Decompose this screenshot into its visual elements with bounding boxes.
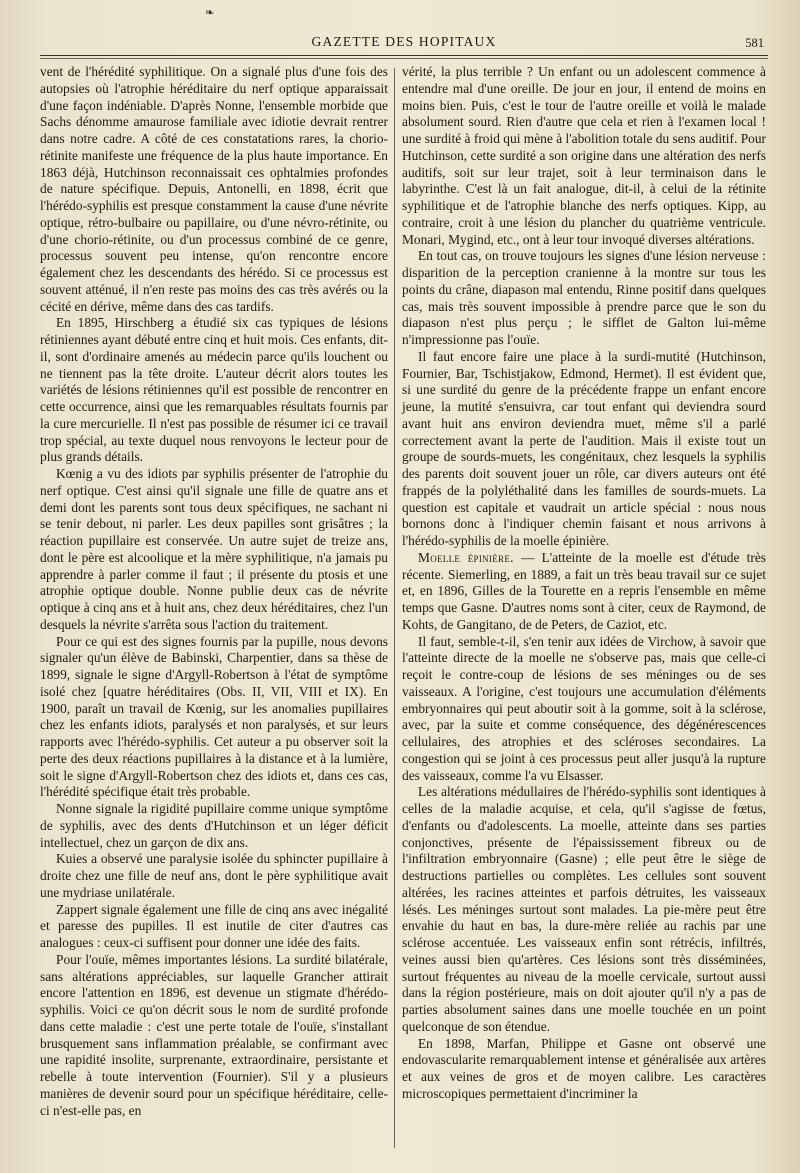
left-column (40, 64, 388, 1119)
paragraph: vérité, la plus terrible ? Un enfant ou un adolescent commence à entendre mal d'une oreille. De jour en jour, il entend de moins en moins bien. Puis, c'est le tour de l'autre oreille et voilà le malade absolument sourd. Rien d'autre que cela et rien à l'examen local ! une surdité à froid qui mène à l'abolition totale du sens auditif. Pour Hutchinson, cette surdité a son origine dans une altération des nerfs auditifs, soit sur leur trajet, soit à leur terminaison dans le labyrinthe. C'est là un fait analogue, dit-il, à celui de la rétinite syphilitique et de l'atrophie blanche des nerfs optiques. Kipp, au contraire, croit à une lésion du plancher du quatrième ventricule. Monari, Mygind, etc., ont à leur tour invoqué diverses altérations. (402, 64, 766, 247)
paragraph: Les altérations médullaires de l'hérédo-syphilis sont identiques à celles de la maladie acquise, et cela, qu'il s'agisse de fœtus, d'enfants ou d'adolescents. La moelle, atteinte dans ses parties conjonctives, présente de l'épaississement fibreux ou de l'infiltration embryonnaire (Gasne) ; elle peut être le siège de destructions partielles ou complètes. Les cellules sont souvent altérées, les racines atteintes et parfois détruites, les vaisseaux lésés. Les méninges surtout sont malades. La pie-mère peut être envahie du haut en bas, la dure-mère reliée au rachis par une sclérose accentuée. Les vaisseaux enfin sont rétrécis, infiltrés, veines aussi bien qu'artères. Ces lésions sont très disséminées, surtout fréquentes au niveau de la moelle cervicale, surtout aussi dans la région postérieure, mais on doit ajouter qu'il n'y a pas de parties absolument saines dans une moelle touchée en un point quelconque de son étendue. (402, 784, 766, 1034)
header-rule-thin (40, 58, 768, 59)
column-divider (394, 68, 395, 1148)
paragraph: En 1898, Marfan, Philippe et Gasne ont observé une endovascularite remarquablement intense et généralisée aux artères et aux veines de gros et de moyen calibre. Les caractères microscopiques permettaient d'incriminer la (402, 1035, 766, 1101)
ornament-mark: ❧ (205, 6, 215, 19)
paragraph: En 1895, Hirschberg a étudié six cas typiques de lésions rétiniennes ayant débuté entre cinq et huit mois. Ces enfants, dit-il, sont d'ordinaire amenés au médecin parce qu'ils louchent ou ne tiennent pas la tête droite. L'auteur décrit alors toutes les variétés de lésions rétiniennes qu'il est possible de rencontrer en cette occurrence, ainsi que les remarquables résultats fournis par la cure mercurielle. Il n'est pas possible de résumer ici ce travail trop spécial, au texte duquel nous renvoyons le lecteur pour de plus grands détails. (40, 315, 388, 465)
paragraph: Kuies a observé une paralysie isolée du sphincter pupillaire à droite chez une fille de neuf ans, dont le père syphilitique avait une mydriase unilatérale. (40, 851, 388, 900)
right-column (402, 64, 766, 1103)
paragraph: Zappert signale également une fille de cinq ans avec inégalité et paresse des pupilles. Il est inutile de citer d'autres cas analogues : ceux-ci suffisent pour donner une idée des faits. (40, 901, 388, 950)
journal-title: GAZETTE DES HOPITAUX (311, 34, 497, 49)
page-header (40, 32, 768, 52)
header-rule (40, 55, 768, 56)
paragraph: Il faut, semble-t-il, s'en tenir aux idées de Virchow, à savoir que l'atteinte directe de la moelle ne s'observe pas, mais que celle-ci reçoit le contre-coup de lésions de ses méninges ou de ses vaisseaux. A l'origine, c'est toujours une accumulation d'éléments embryonnaires qui peut aboutir soit à la gomme, soit à la sclérose, avec, par la suite et comme conséquence, des dégénérescences cellulaires, des atrophies et des scléroses secondaires. La congestion qui se joint à ces processus peut aller jusqu'à la rupture des vaisseaux, comme l'a vu Elsasser. (402, 633, 766, 783)
section-paragraph-moelle (402, 550, 766, 634)
page-number: 581 (745, 36, 764, 50)
paragraph: Pour l'ouïe, mêmes importantes lésions. La surdité bilatérale, sans altérations appréciables, sur laquelle Grancher attirait encore l'attention en 1896, est devenue un stigmate d'hérédo-syphilis. Voici ce qu'on décrit sous le nom de surdité profonde dans cette maladie : c'est une perte totale de l'ouïe, s'installant brusquement sans inflammation préalable, se confirmant avec une rapidité insolite, surprenante, extraordinaire, persistante et rebelle à toute intervention (Fournier). S'il y a plusieurs manières de devenir sourd pour un spécifique héréditaire, celle-ci n'est-elle pas, en (40, 951, 388, 1118)
paragraph: Pour ce qui est des signes fournis par la pupille, nous devons signaler qu'un élève de Babinski, Charpentier, dans sa thèse de 1899, signale le signe d'Argyll-Robertson à l'état de symptôme isolé chez [quatre héréditaires (Obs. II, VII, VIII et IX). En 1900, paraît un travail de Kœnig, sur les anomalies pupillaires chez les enfants idiots, paralysés et non paralysés, et sur leurs rapports avec l'hérédo-syphilis. Cet auteur a pu observer soit la perte des deux réactions pupillaires à la distance et à la lumière, soit le signe d'Argyll-Robertson chez des idiots et, dans ces cas, l'hérédité spécifique était très probable. (40, 633, 388, 800)
paragraph: Nonne signale la rigidité pupillaire comme unique symptôme de syphilis, avec des dents d'Hutchinson et un léger déficit intellectuel, chez un garçon de dix ans. (40, 801, 388, 850)
paragraph: En tout cas, on trouve toujours les signes d'une lésion nerveuse : disparition de la perception cranienne à la montre sur tous les points du crâne, diapason mal entendu, Rinne positif dans quelques cas, mais très souvent impossible à prendre parce que le son du diapason n'est plus perçu ; le sifflet de Galton lui-même n'impressionne pas l'ouïe. (402, 248, 766, 347)
paragraph: vent de l'hérédité syphilitique. On a signalé plus d'une fois des autopsies où l'atrophie héréditaire du nerf optique apparaissait d'une façon indéniable. D'après Nonne, l'ensemble morbide que Sachs dénomme amaurose familiale avec idiotie devrait rentrer dans notre cadre. A côté de ces constatations rares, la chorio-rétinite manifeste une fréquence de la plus haute importance. En 1863 déjà, Hutchinson reconnaissait ces ophtalmies profondes de nature spécifique. Depuis, Antonelli, en 1898, écrit que l'hérédo-syphilis est presque constamment la cause d'une névrite optique, rétro-bulbaire ou papillaire, ou d'une névro-rétinite, ou d'une chorio-rétinite, ou d'un processus combiné de ce genre, processus souvent peu intense, qu'on rencontre encore également chez les descendants des hérédo. Si ce processus est souvent atténué, il n'en reste pas moins des cas très avérés ou la cécité en dérive, même dans des cas tardifs. (40, 64, 388, 314)
section-heading: Moelle épinière. (418, 549, 514, 565)
paragraph: Kœnig a vu des idiots par syphilis présenter de l'atrophie du nerf optique. C'est ainsi qu'il signale une fille de quatre ans et demi dont les parents sont tous deux spécifiques, ne sachant ni se tenir debout, ni parler. Les deux papilles sont grisâtres ; la réaction pupillaire est conservée. Un autre sujet de treize ans, dont le père est alcoolique et la mère syphilitique, n'a jamais pu apprendre à parler comme il faut ; il présente du ptosis et une atrophie optique double. Nonne publie deux cas de névrite optique à cinq ans et à huit ans, chez deux héréditaires, chez l'un desquels la névrite s'arrêta sous l'action du traitement. (40, 466, 388, 632)
section-text: — L'atteinte de la moelle est d'étude très récente. Siemerling, en 1889, a fait un très beau travail sur ce sujet et, en 1896, Gilles de la Tourette en a repris l'ensemble en même temps que Gasne. D'autres noms sont à citer, ceux de Raymond, de Kohts, de Gangitano, de de Peters, de Caziot, etc. (402, 549, 766, 632)
paragraph: Il faut encore faire une place à la surdi-mutité (Hutchinson, Fournier, Bar, Tschistjakow, Edmond, Hermet). Il est évident que, si une surdité du genre de la précédente frappe un enfant encore jeune, la mutité s'ensuivra, car tout enfant qui deviendra sourd avant huit ans environ deviendra muet, même s'il a parlé correctement avant la perte de l'audition. Mais il existe tout un groupe de sourds-muets, les congénitaux, chez lesquels la syphilis des parents doit souvent jouer un rôle, car divers auteurs ont été frappés de la polyléthalité dans les familles de sourds-muets. La question est capitale et vaudrait un article spécial : nous nous bornons donc à l'indiquer chemin faisant et nous arrivons à l'hérédo-syphilis de la moelle épinière. (402, 348, 766, 548)
